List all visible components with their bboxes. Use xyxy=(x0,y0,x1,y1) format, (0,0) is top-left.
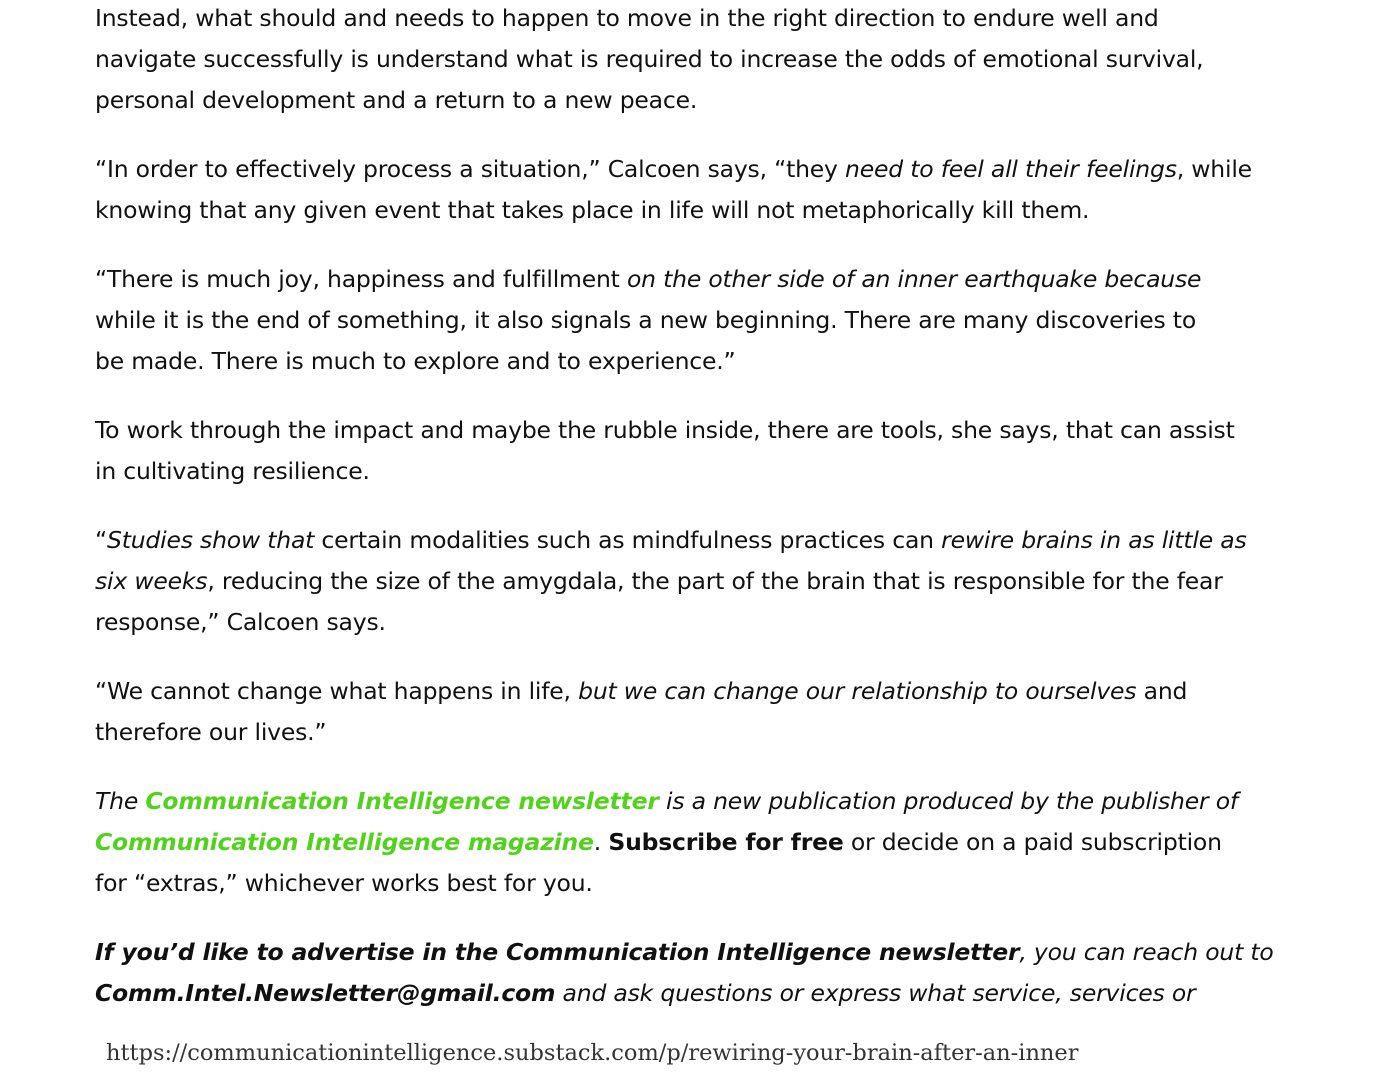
paragraph-work-through xyxy=(95,410,1235,492)
article-body xyxy=(95,0,1274,1042)
quote-text: “We cannot change what happens in life, xyxy=(95,677,579,705)
quote-text: , reducing the size of the amygdala, the part of the brain that is responsible for the fear xyxy=(207,567,1223,595)
text-line xyxy=(95,671,1195,712)
emphasis-text: six weeks xyxy=(95,567,208,595)
emphasis-text: and ask questions or express what service, services or xyxy=(555,979,1196,1007)
advertise-heading-text: If you’d like to advertise in the Communication Intelligence newsletter xyxy=(95,938,1020,966)
text-line xyxy=(95,149,1252,190)
text-line xyxy=(95,973,1195,1014)
page-url-footer: https://communicationintelligence.substack.com/p/rewiring-your-brain-after-an-inner xyxy=(106,1040,1079,1066)
emphasis-text: rewire brains in as little as xyxy=(941,526,1247,554)
magazine-link[interactable]: Communication Intelligence magazine xyxy=(95,828,594,856)
text-line xyxy=(95,259,1202,300)
quote-text: “ xyxy=(95,526,107,554)
emphasis-text: Studies show that xyxy=(106,526,315,554)
text-line xyxy=(95,822,1222,863)
text-line: in cultivating resilience. xyxy=(95,457,370,485)
emphasis-text: is a new publication produced by the publisher of xyxy=(658,787,1238,815)
text-line xyxy=(95,520,1247,561)
text-line: personal development and a return to a new peace. xyxy=(95,86,698,114)
text-line: be made. There is much to explore and to experience.” xyxy=(95,347,736,375)
punctuation-text: . xyxy=(593,828,609,856)
subscribe-text: Subscribe for free xyxy=(608,828,844,856)
email-address: Comm.Intel.Newsletter@gmail.com xyxy=(95,979,556,1007)
paragraph-advertise xyxy=(95,932,1274,1014)
paragraph-newsletter-promo xyxy=(95,781,1238,904)
quote-text: “There is much joy, happiness and fulfillment xyxy=(95,265,627,293)
emphasis-text: need to feel all their feelings xyxy=(845,155,1177,183)
quote-text: , while xyxy=(1176,155,1252,183)
text-line: while it is the end of something, it also signals a new beginning. There are many discoveries to xyxy=(95,306,1196,334)
newsletter-link[interactable]: Communication Intelligence newsletter xyxy=(145,787,659,815)
text-line xyxy=(95,932,1274,973)
text-line: Instead, what should and needs to happen to move in the right direction to endure well and xyxy=(95,4,1159,32)
emphasis-text: on the other side of an inner earthquake because xyxy=(626,265,1202,293)
paragraph-instead xyxy=(95,0,1204,121)
text-line: response,” Calcoen says. xyxy=(95,608,386,636)
emphasis-text: but we can change our relationship to ourselves xyxy=(578,677,1137,705)
text-line: navigate successfully is understand what is required to increase the odds of emotional survival, xyxy=(95,45,1204,73)
text-line: knowing that any given event that takes place in life will not metaphorically kill them. xyxy=(95,196,1090,224)
paragraph-cannot-change xyxy=(95,671,1195,753)
text-line xyxy=(95,781,1238,822)
paragraph-process-situation xyxy=(95,149,1252,231)
quote-text: and xyxy=(1136,677,1188,705)
quote-text: certain modalities such as mindfulness practices can xyxy=(314,526,942,554)
paragraph-joy-happiness xyxy=(95,259,1202,382)
text-line: To work through the impact and maybe the rubble inside, there are tools, she says, that can assist xyxy=(95,416,1235,444)
text-line: therefore our lives.” xyxy=(95,718,327,746)
paragraph-studies-show xyxy=(95,520,1247,643)
text-line xyxy=(95,561,1223,602)
quote-text: “In order to effectively process a situation,” Calcoen says, “they xyxy=(95,155,846,183)
emphasis-text: , you can reach out to xyxy=(1019,938,1274,966)
emphasis-text: The xyxy=(95,787,146,815)
body-text: or decide on a paid subscription xyxy=(843,828,1222,856)
text-line: for “extras,” whichever works best for you. xyxy=(95,869,593,897)
